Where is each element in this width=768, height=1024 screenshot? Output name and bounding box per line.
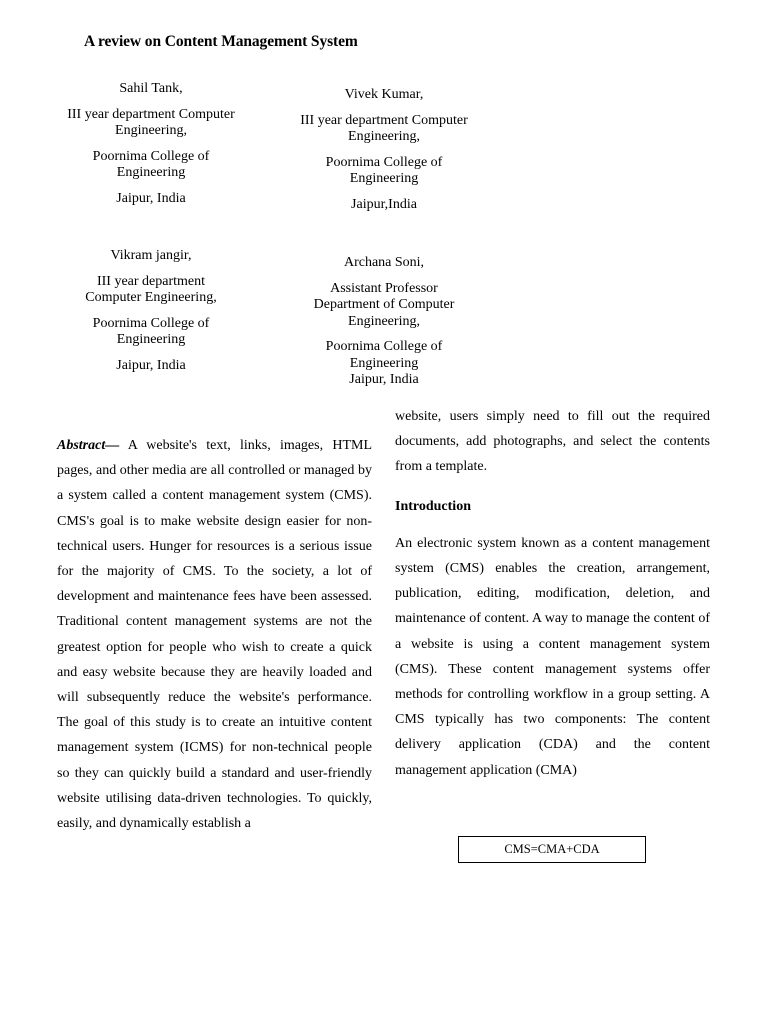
introduction-heading: Introduction [395,498,471,514]
author-location: Jaipur,India [351,196,417,212]
author-college-line: Poornima College of [325,154,443,170]
abstract-label: Abstract— [57,438,120,453]
author-name: Vivek Kumar, [344,87,424,102]
author-location: Jaipur, India [116,357,186,373]
abstract-text: A website's text, links, images, HTML pages, and other media are all controlled or managed by a system called a content management system (CMS). CMS's goal is to make website design easier for non-technical users. Hunger for resources is a serious issue for the majority of CMS. To the society, a lot of development and maintenance fees have been assessed. Traditional content management systems are not the greatest option for people who wish to create a quick and easy website because they are heavily loaded and will subsequently reduce the website's performance. The goal of this study is to create an intuitive content management system (ICMS) for non-technical people so they can quickly build a standard and user-friendly website utilising data-driven technologies. To quickly, easily, and dynamically establish a [57,438,372,832]
author-location: Jaipur, India [116,190,186,206]
author-college-line: Engineering [349,355,419,371]
author-block [296,255,472,389]
introduction-text: An electronic system known as a content management system (CMS) enables the creation, arrangement, publication, editing, modification, deletion, and maintenance of content. A way to manage the content of a website is using a content management system (CMS). These content management systems offer methods for controlling workflow in a group setting. A CMS typically has two components: The content delivery application (CDA) and the content management application (CMA) [395,535,710,778]
abstract-paragraph [57,433,372,836]
author-college-line: Poornima College of [92,148,210,164]
author-location: Jaipur, India [349,372,419,387]
right-column [395,404,710,783]
paper-title: A review on Content Management System [84,33,358,50]
author-name: Vikram jangir, [110,248,192,263]
author-dept-line: Engineering, [115,123,187,138]
author-name: Sahil Tank, [119,81,183,96]
author-college-line: Engineering [116,165,186,180]
author-college-line: Poornima College of [325,339,443,354]
abstract-section [57,433,372,836]
author-dept-line: Computer Engineering, [85,290,217,305]
author-dept-line: Department of Computer [313,297,455,312]
author-dept-line: Engineering, [348,129,420,144]
author-dept-line: III year department Computer [67,106,235,122]
author-college-line: Engineering [349,171,419,186]
author-block [287,87,481,213]
author-college-line: Poornima College of [92,315,210,331]
author-dept-line: Engineering, [348,313,420,329]
author-block [55,248,247,374]
author-dept-line: III year department Computer [300,112,468,128]
formula-box: CMS=CMA+CDA [458,836,646,863]
abstract-continued: website, users simply need to fill out the required documents, add photographs, and select the contents from a template. [395,409,710,475]
author-name: Archana Soni, [343,255,425,270]
author-dept-line: III year department [96,273,206,289]
author-block [55,81,247,207]
author-college-line: Engineering [116,332,186,347]
author-dept-line: Assistant Professor [330,280,438,296]
